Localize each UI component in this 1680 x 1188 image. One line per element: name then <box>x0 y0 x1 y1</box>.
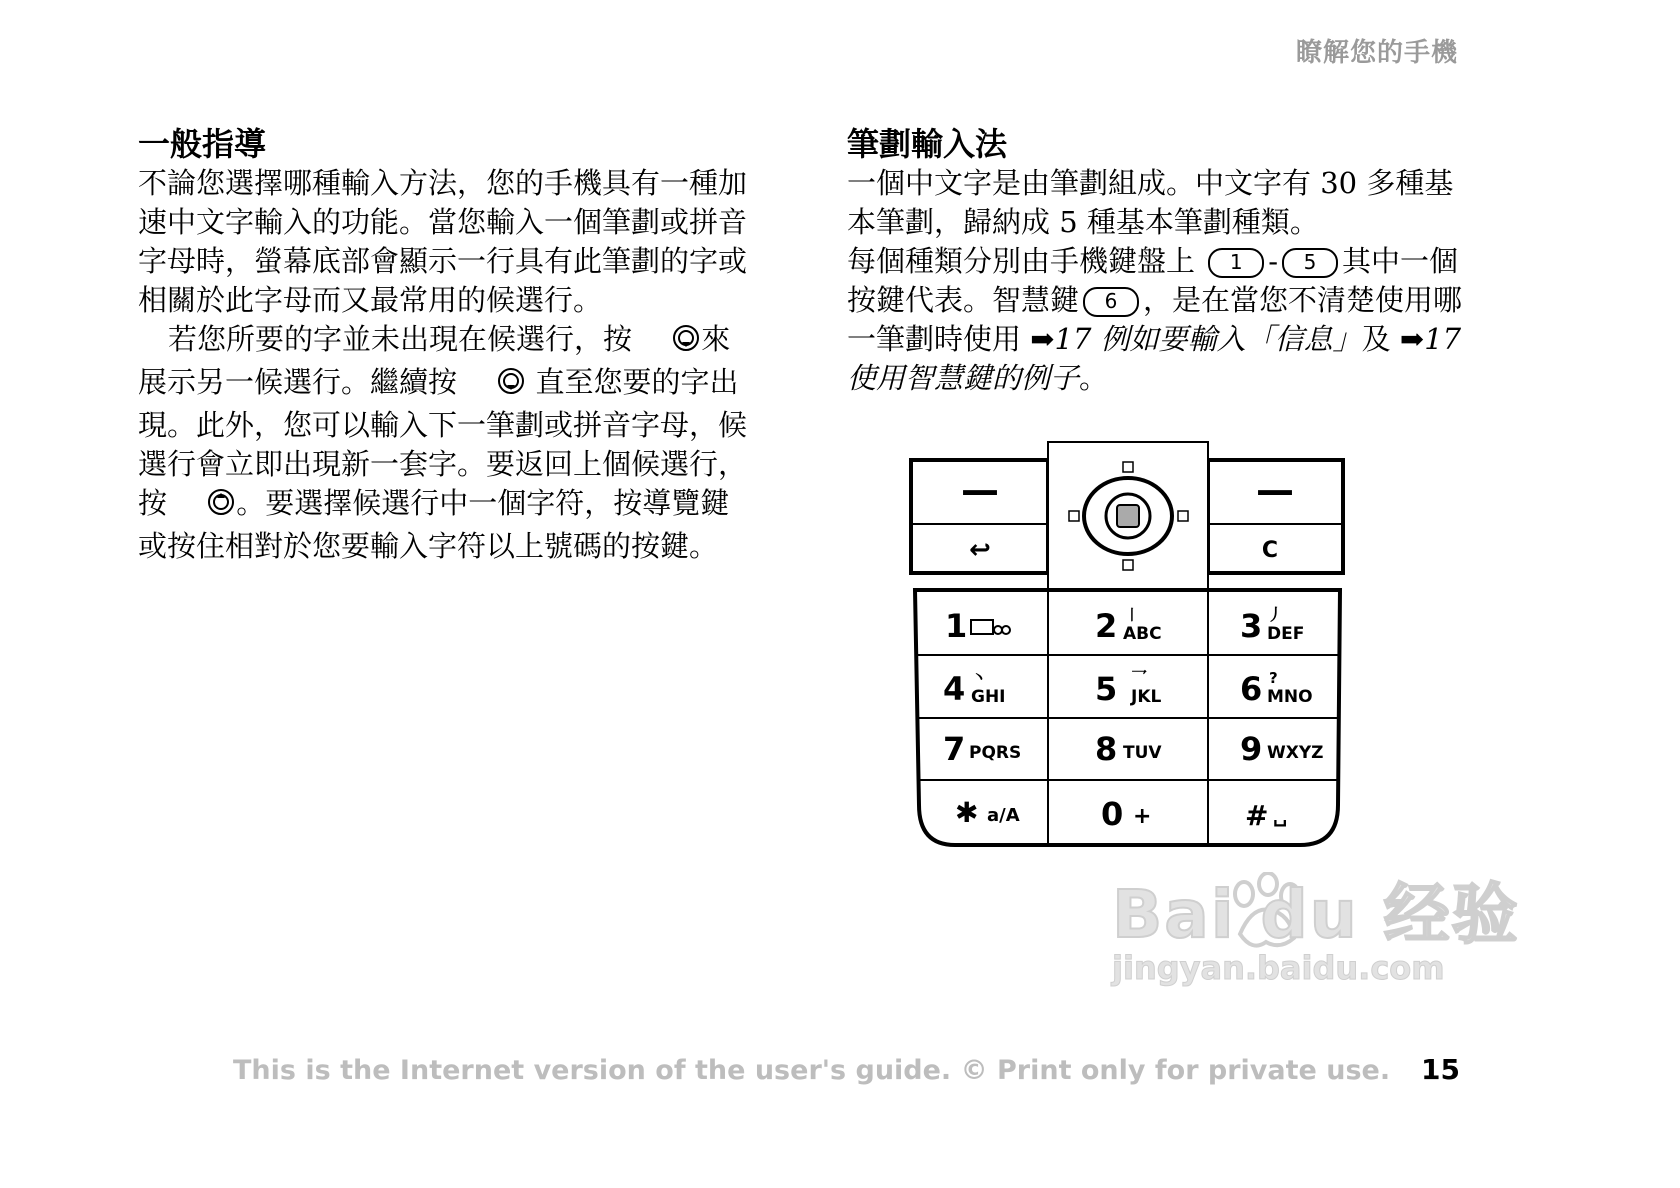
svg-text:✱: ✱ <box>955 796 979 829</box>
arrow-right-icon: ➡ <box>1030 322 1055 356</box>
right-column <box>847 124 1467 398</box>
svg-text:#: # <box>1245 799 1269 832</box>
svg-text:a/A: a/A <box>987 805 1020 826</box>
left-column <box>138 124 758 566</box>
svg-text:9: 9 <box>1240 730 1263 768</box>
svg-text:0: 0 <box>1101 795 1124 833</box>
text-segment: 若您所要的字並未出現在候選行，按 <box>168 322 633 356</box>
svg-text:␣: ␣ <box>1273 803 1288 827</box>
svg-text:WXYZ: WXYZ <box>1267 743 1324 763</box>
svg-text:丨: 丨 <box>1125 608 1139 624</box>
navigation-key <box>1048 442 1208 590</box>
svg-text:MNO: MNO <box>1267 687 1313 707</box>
paragraph-stroke-intro: 一個中文字是由筆劃組成。中文字有 30 多種基本筆劃，歸納成 5 種基本筆劃種類。 <box>847 166 1454 239</box>
watermark-url: jingyan.baidu.com <box>1112 949 1445 987</box>
arrow-right-icon: ➡ <box>1399 322 1425 356</box>
running-header: 瞭解您的手機 <box>1295 38 1458 68</box>
soft-left-symbol: — <box>961 468 999 512</box>
svg-text:TUV: TUV <box>1123 743 1162 763</box>
svg-text:7: 7 <box>943 730 966 768</box>
section-heading-general: 一般指導 <box>138 125 267 163</box>
key-1-icon: 1 <box>1208 248 1264 278</box>
svg-text:1: 1 <box>945 607 968 645</box>
soft-right-symbol: — <box>1256 468 1294 512</box>
text-segment: 。要選擇候選行中一個字符，按導覽鍵或按住相對於您要輸入字符以上號碼的按鍵。 <box>138 486 730 563</box>
cross-reference[interactable]: ➡17 使用智慧鍵的例子 <box>847 322 1462 395</box>
nav-up-icon <box>176 487 236 527</box>
text-segment: 每個種類分別由手機鍵盤上 <box>847 244 1196 278</box>
section-heading-stroke-input: 筆劃輸入法 <box>847 125 1008 163</box>
svg-text:8: 8 <box>1095 730 1118 768</box>
soft-left-key <box>911 460 1048 573</box>
svg-text:JKL: JKL <box>1131 687 1162 707</box>
page-number: 15 <box>1421 1053 1460 1086</box>
svg-text:ABC: ABC <box>1123 624 1162 644</box>
dash: - <box>1268 244 1279 278</box>
paragraph-candidate-row <box>138 320 758 566</box>
text-segment: 來展示另一候選行。繼續按 <box>138 322 731 399</box>
svg-text:3: 3 <box>1240 607 1263 645</box>
svg-text:+: + <box>1133 804 1152 829</box>
footer-note: This is the Internet version of the user's guide. © Print only for private use. <box>233 1055 1391 1086</box>
text-segment: 及 <box>1361 322 1391 356</box>
nav-down-icon <box>641 323 701 363</box>
svg-text:丿: 丿 <box>1267 605 1284 624</box>
soft-right-key <box>1208 460 1343 573</box>
paragraph-general-intro: 不論您選擇哪種輸入方法，您的手機具有一種加速中文字輸入的功能。當您輸入一個筆劃或拼音字母時，螢幕底部會顯示一行具有此筆劃的字或相關於此字母而又最常用的候選行。 <box>138 166 748 317</box>
paragraph-stroke-keys <box>847 242 1467 398</box>
baidu-watermark <box>1112 876 1520 987</box>
key-6-icon: 6 <box>1083 287 1139 317</box>
svg-text:2: 2 <box>1095 607 1118 645</box>
svg-text:6: 6 <box>1240 670 1263 708</box>
cross-reference[interactable]: ➡17 例如要輸入「信息」 <box>1030 322 1362 356</box>
key-5-icon: 5 <box>1282 248 1338 278</box>
watermark-brand: Bai du 经验 <box>1112 876 1520 953</box>
text-segment: 。 <box>1079 361 1109 395</box>
svg-text:PQRS: PQRS <box>969 743 1022 763</box>
text-segment: 直至您要的字出現。此外，您可以輸入下一筆劃或拼音字母，候選行會立即出現新一套字。要返回上個候選行，按 <box>138 365 748 520</box>
svg-text:乛: 乛 <box>1131 668 1148 687</box>
svg-text:?: ? <box>1269 669 1278 687</box>
svg-text:4: 4 <box>943 670 966 708</box>
keypad-illustration <box>905 440 1350 859</box>
nav-down-icon <box>466 366 526 406</box>
svg-text:GHI: GHI <box>971 687 1006 707</box>
svg-text:5: 5 <box>1095 670 1118 708</box>
svg-text:丶: 丶 <box>971 668 988 687</box>
text-segment: 其中一個按鍵代表。智慧鍵 <box>847 244 1459 317</box>
text-segment: ，是在當您不清楚使用哪一筆劃時使用 <box>847 283 1463 356</box>
clear-key-label: C <box>1261 538 1279 563</box>
svg-text:DEF: DEF <box>1267 624 1305 644</box>
back-icon: ↩ <box>969 535 991 565</box>
